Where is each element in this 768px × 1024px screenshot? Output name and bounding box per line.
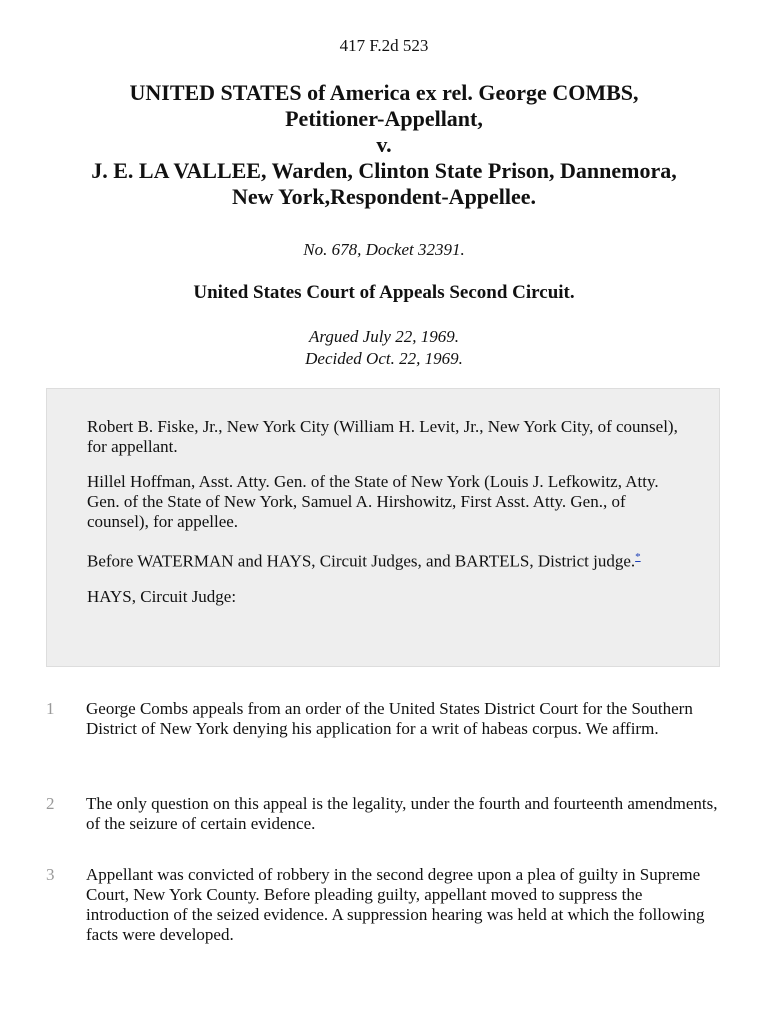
court-name: United States Court of Appeals Second Circuit. (193, 282, 575, 303)
appellee-counsel-text: Hillel Hoffman, Asst. Atty. Gen. of the State of New York (Louis J. Lefkowitz, Atty. Gen. of the State of New York, Samuel A. Hirshowitz, First Asst. Atty. Gen., of counsel), for appellee. (87, 472, 659, 531)
argued-date: Argued July 22, 1969. (309, 327, 459, 346)
title-line: Petitioner-Appellant, (285, 106, 483, 131)
paragraph-number: 3 (46, 865, 55, 884)
paragraph-text: Appellant was convicted of robbery in the second degree upon a plea of guilty in Supreme Court, New York County. Before pleading guilty, appellant moved to suppress the introduction of the seized evidence. A suppression hearing was held at which the following facts were developed. (86, 865, 705, 944)
case-citation: 417 F.2d 523 (339, 36, 429, 55)
judges-text: Before WATERMAN and HAYS, Circuit Judges, and BARTELS, District judge. (87, 551, 636, 571)
paragraph-text: George Combs appeals from an order of the United States District Court for the Southern District of New York denying his application for a writ of habeas corpus. We affirm. (86, 699, 693, 738)
footnote-link[interactable]: * (635, 551, 641, 563)
appellant-counsel: Robert B. Fiske, Jr., New York City (William H. Levit, Jr., New York City, of counsel), for appellant. (87, 417, 678, 456)
title-line: New York,Respondent-Appellee. (231, 184, 537, 209)
case-title (20, 80, 748, 210)
opinion-author: HAYS, Circuit Judge: (87, 586, 237, 606)
paragraph-number: 1 (46, 699, 55, 718)
decided-date: Decided Oct. 22, 1969. (305, 349, 463, 368)
case-dates (0, 326, 768, 370)
paragraph-number: 2 (46, 794, 55, 813)
title-line: v. (376, 132, 392, 157)
title-line: J. E. LA VALLEE, Warden, Clinton State Prison, Dannemora, (91, 158, 677, 183)
judges-line (87, 547, 679, 572)
title-line: UNITED STATES of America ex rel. George COMBS, (129, 80, 639, 105)
counsel-box (46, 388, 720, 667)
paragraph-text: The only question on this appeal is the legality, under the fourth and fourteenth amendments, of the seizure of certain evidence. (86, 794, 718, 833)
docket-number: No. 678, Docket 32391. (303, 240, 465, 259)
appellee-counsel (87, 472, 679, 532)
